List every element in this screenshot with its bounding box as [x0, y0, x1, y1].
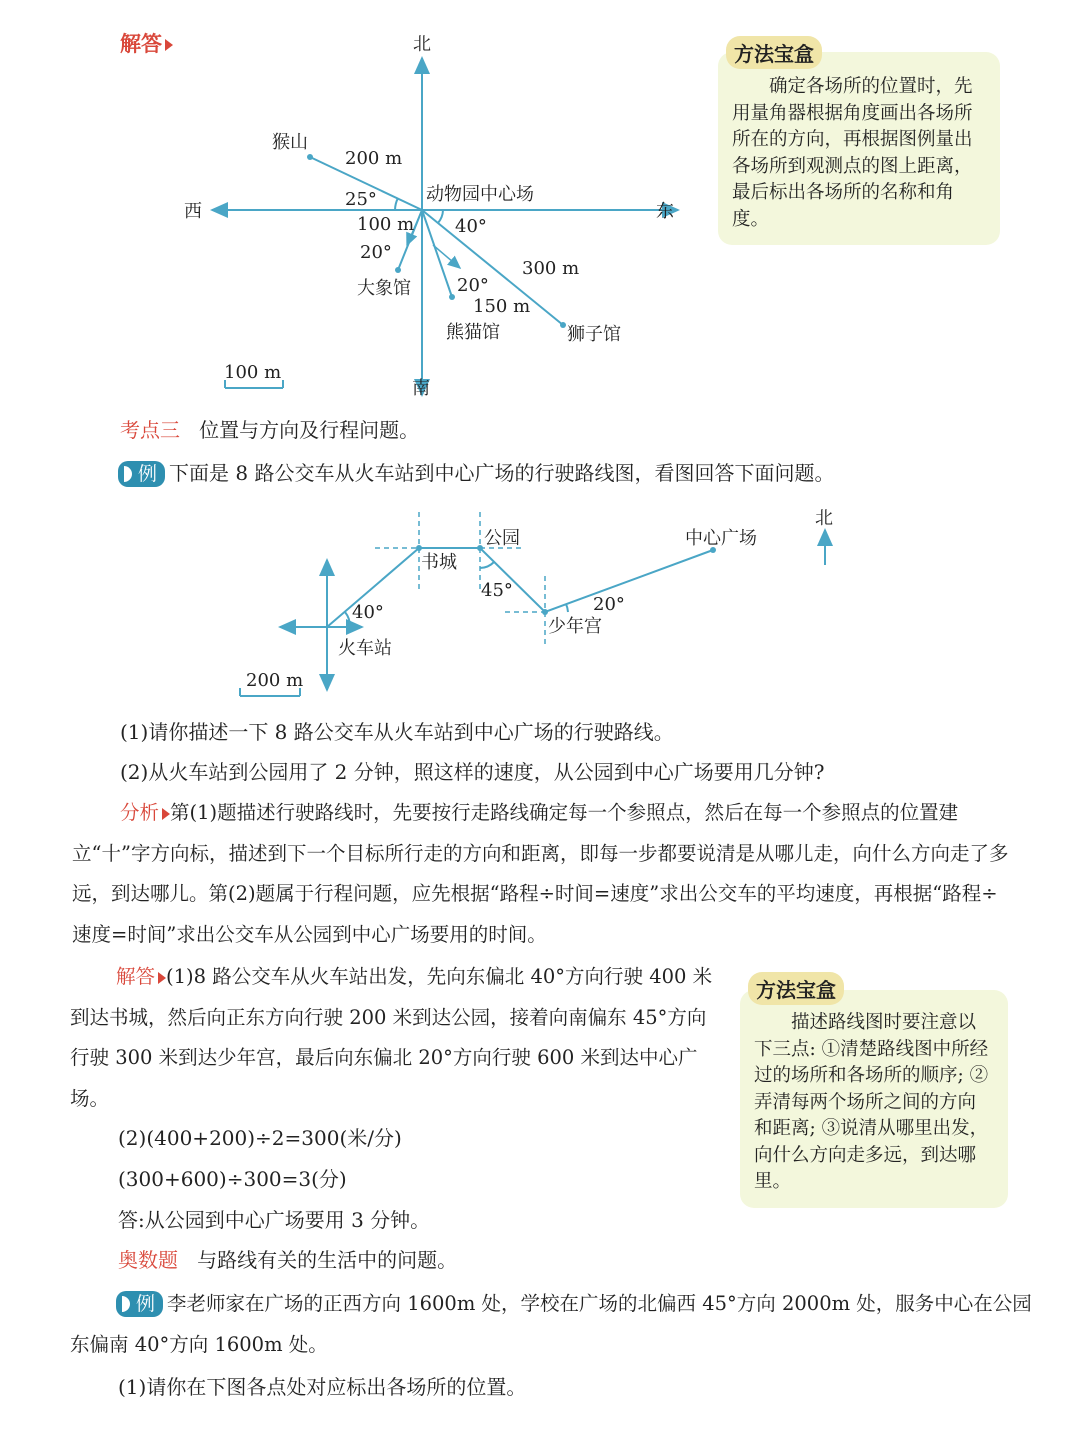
olympiad-heading: 奥数题 与路线有关的生活中的问题。	[118, 1248, 458, 1272]
answer-conclusion: 答:从公园到中心广场要用 3 分钟。	[118, 1208, 431, 1232]
station-label: 火车站	[338, 638, 392, 659]
answer-calc-1: (2)(400+200)÷2=300(米/分)	[118, 1126, 402, 1150]
elephant-angle: 20°	[360, 242, 392, 263]
elephant-label: 大象馆	[357, 278, 411, 299]
analysis-paragraph: 分析 第(1)题描述行驶路线时，先要按行走路线确定每一个参照点，然后在每一个参照点的位置建立“十”字方向标，描述到下一个目标所行走的方向和距离，即每一步都要说清是从哪儿走，向什么方向走了多远，到达哪儿。第(2)题属于行程问题，应先根据“路程÷时间=速度”求出公交车的平均速度，再根据“路程÷速度=时间”求出公交车从公园到中心广场要用的时间。	[72, 801, 1009, 946]
example-2: 例 李老师家在广场的正西方向 1600m 处，学校在广场的北偏西 45°方向 2000m 处，服务中心在公园东偏南 40°方向 1600m 处。	[70, 1292, 1032, 1356]
station-angle: 40°	[352, 602, 384, 623]
lion-distance: 300 m	[522, 258, 580, 279]
zoo-center-label: 动物园中心场	[426, 184, 534, 205]
question-1: (1)请你描述一下 8 路公交车从火车站到中心广场的行驶路线。	[120, 720, 674, 744]
north-label: 北	[413, 34, 431, 55]
method-box-2	[740, 978, 1008, 1208]
example-badge: 例	[118, 461, 165, 487]
panda-distance: 150 m	[473, 296, 531, 317]
key-point-three: 考点三 位置与方向及行程问题。	[120, 418, 420, 442]
answer-paragraph: 解答 (1)8 路公交车从火车站出发，先向东偏北 40°方向行驶 400 米到达书城，然后向正东方向行驶 200 米到达公园，接着向南偏东 45°方向行驶 300 米到达少年宫，最后向东偏北 20°方向行驶 600 米到达中心广场。	[70, 965, 713, 1110]
lion-label: 狮子馆	[567, 324, 621, 345]
monkey-label: 猴山	[272, 132, 308, 153]
method-box-text: 确定各场所的位置时，先用量角器根据角度画出各场所所在的方向，再根据图例量出各场所到观测点的图上距离，最后标出各场所的名称和角度。	[718, 52, 1000, 245]
west-label: 西	[184, 201, 202, 222]
scale-label: 200 m	[246, 670, 304, 691]
youth-palace-angle: 20°	[593, 594, 625, 615]
answer-label: 解答	[120, 28, 173, 58]
park-angle: 45°	[481, 580, 513, 601]
youth-palace-label: 少年宫	[548, 616, 602, 637]
answer-calc-2: (300+600)÷300=3(分)	[118, 1167, 347, 1191]
method-box-text: 描述路线图时要注意以下三点: ①清楚路线图中所经过的场所和各场所的顺序; ②弄清每两个场所之间的方向和距离; ③说清从哪里出发，向什么方向走多远，到达哪里。	[740, 990, 1008, 1208]
lion-angle: 40°	[455, 216, 487, 237]
bus-route-diagram	[0, 500, 880, 700]
question-2: (2)从火车站到公园用了 2 分钟，照这样的速度，从公园到中心广场要用几分钟?	[120, 760, 825, 784]
panda-angle: 20°	[457, 275, 489, 296]
method-box-title: 方法宝盒	[726, 36, 822, 69]
monkey-angle: 25°	[345, 189, 377, 210]
method-box-1	[718, 42, 1000, 245]
north-label: 北	[815, 508, 833, 529]
method-box-title: 方法宝盒	[748, 972, 844, 1005]
bookstore-label: 书城	[421, 552, 457, 573]
example-1: 例 下面是 8 路公交车从火车站到中心广场的行驶路线图，看图回答下面问题。	[118, 453, 834, 493]
south-label: 南	[412, 378, 430, 399]
zoo-direction-diagram	[0, 0, 720, 410]
panda-label: 熊猫馆	[446, 322, 500, 343]
park-label: 公园	[484, 528, 520, 549]
example-2-question-1: (1)请你在下图各点处对应标出各场所的位置。	[118, 1375, 527, 1399]
east-label: 东	[656, 201, 674, 222]
center-square-label: 中心广场	[685, 528, 757, 549]
example-badge: 例	[116, 1291, 163, 1317]
monkey-distance: 200 m	[345, 148, 403, 169]
scale-label: 100 m	[224, 362, 282, 383]
elephant-distance: 100 m	[357, 214, 415, 235]
